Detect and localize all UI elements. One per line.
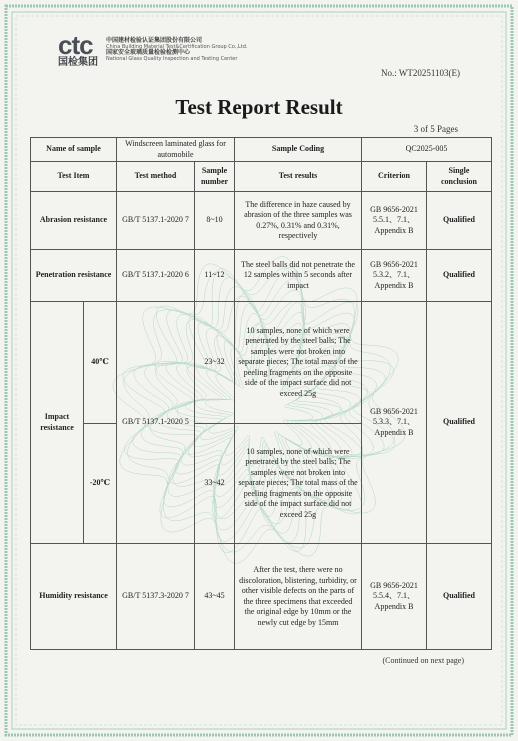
- impact-method: GB/T 5137.1-2020 5: [117, 302, 195, 544]
- table-row: [31, 250, 492, 302]
- org-name-en-1: China Building Material Test&Certification Group Co.,Ltd.: [106, 44, 248, 50]
- humidity-result: After the test, there were no discoloration, blistering, turbidity, or other visible defects on the parts of the three specimens that exceeded the original edge by 10mm or the newly cut edge by 15mm: [235, 544, 362, 650]
- row-sample: 8~10: [195, 192, 235, 250]
- header-conclusion: Single conclusion: [427, 162, 492, 192]
- impact-item: Impact resistance: [31, 302, 84, 544]
- sample-coding-value: QC2025-005: [362, 138, 492, 162]
- row-item: Abrasion resistance: [31, 192, 117, 250]
- humidity-method: GB/T 5137.3-2020 7: [117, 544, 195, 650]
- sample-name-value: Windscreen laminated glass for automobile: [117, 138, 235, 162]
- row-criterion: GB 9656-2021 5.5.1、7.1、Appendix B: [362, 192, 427, 250]
- continued-note: (Continued on next page): [382, 656, 464, 665]
- humidity-sample: 43~45: [195, 544, 235, 650]
- row-conclusion: Qualified: [427, 250, 492, 302]
- header-test-results: Test results: [235, 162, 362, 192]
- org-logo: [58, 30, 248, 69]
- header-test-item: Test Item: [31, 162, 117, 192]
- row-sample: 11~12: [195, 250, 235, 302]
- org-names: [106, 38, 247, 62]
- ctc-logo-mark: ctc 国检集团: [58, 34, 102, 69]
- impact-result-low: 10 samples, none of which were penetrated by the steel balls; The samples were not broken into separate pieces; The total mass of the peeling fragments on the opposite side of the impact surface did not exceed 25g: [235, 424, 362, 544]
- table-row: [31, 544, 492, 650]
- impact-conclusion: Qualified: [427, 302, 492, 544]
- org-name-cn-2: 国家安全玻璃质量检验检测中心: [106, 49, 191, 56]
- header-sample-number: Sample number: [195, 162, 235, 192]
- row-conclusion: Qualified: [427, 192, 492, 250]
- table-header-row: [31, 162, 492, 192]
- org-name-cn-1: 中国建材检验认证集团股份有限公司: [106, 37, 203, 44]
- impact-result-high: 10 samples, none of which were penetrated by the steel balls; The samples were not broken into separate pieces; The total mass of the peeling fragments on the opposite side of the impact surface did not exceed 25g: [235, 302, 362, 424]
- impact-sample-low: 33~42: [195, 424, 235, 544]
- row-method: GB/T 5137.1-2020 7: [117, 192, 195, 250]
- impact-sample-high: 23~32: [195, 302, 235, 424]
- page-count: 3 of 5 Pages: [413, 124, 458, 134]
- table-row: [31, 302, 492, 424]
- table-row: [31, 192, 492, 250]
- row-result: The difference in haze caused by abrasion of the three samples was 0.27%, 0.31% and 0.31%, respectively: [235, 192, 362, 250]
- page-title: Test Report Result: [175, 95, 343, 119]
- sample-coding-label: Sample Coding: [235, 138, 362, 162]
- impact-temp-low: -20℃: [84, 424, 117, 544]
- sample-name-label: Name of sample: [31, 138, 117, 162]
- test-result-table: [30, 137, 492, 650]
- sample-info-row: [31, 138, 492, 162]
- row-method: GB/T 5137.1-2020 6: [117, 250, 195, 302]
- humidity-criterion: GB 9656-2021 5.5.4、7.1、Appendix B: [362, 544, 427, 650]
- impact-temp-high: 40℃: [84, 302, 117, 424]
- row-criterion: GB 9656-2021 5.3.2、7.1、Appendix B: [362, 250, 427, 302]
- org-name-en-2: National Glass Quality Inspection and Testing Center: [106, 56, 238, 62]
- report-number: No.: WT20251103(E): [381, 68, 460, 78]
- row-result: The steel balls did not penetrate the 12 samples within 5 seconds after impact: [235, 250, 362, 302]
- impact-criterion: GB 9656-2021 5.3.3、7.1、Appendix B: [362, 302, 427, 544]
- humidity-item: Humidity resistance: [31, 544, 117, 650]
- humidity-conclusion: Qualified: [427, 544, 492, 650]
- header-test-method: Test method: [117, 162, 195, 192]
- header-criterion: Criterion: [362, 162, 427, 192]
- row-item: Penetration resistance: [31, 250, 117, 302]
- logo-subtitle: 国检集团: [58, 57, 98, 68]
